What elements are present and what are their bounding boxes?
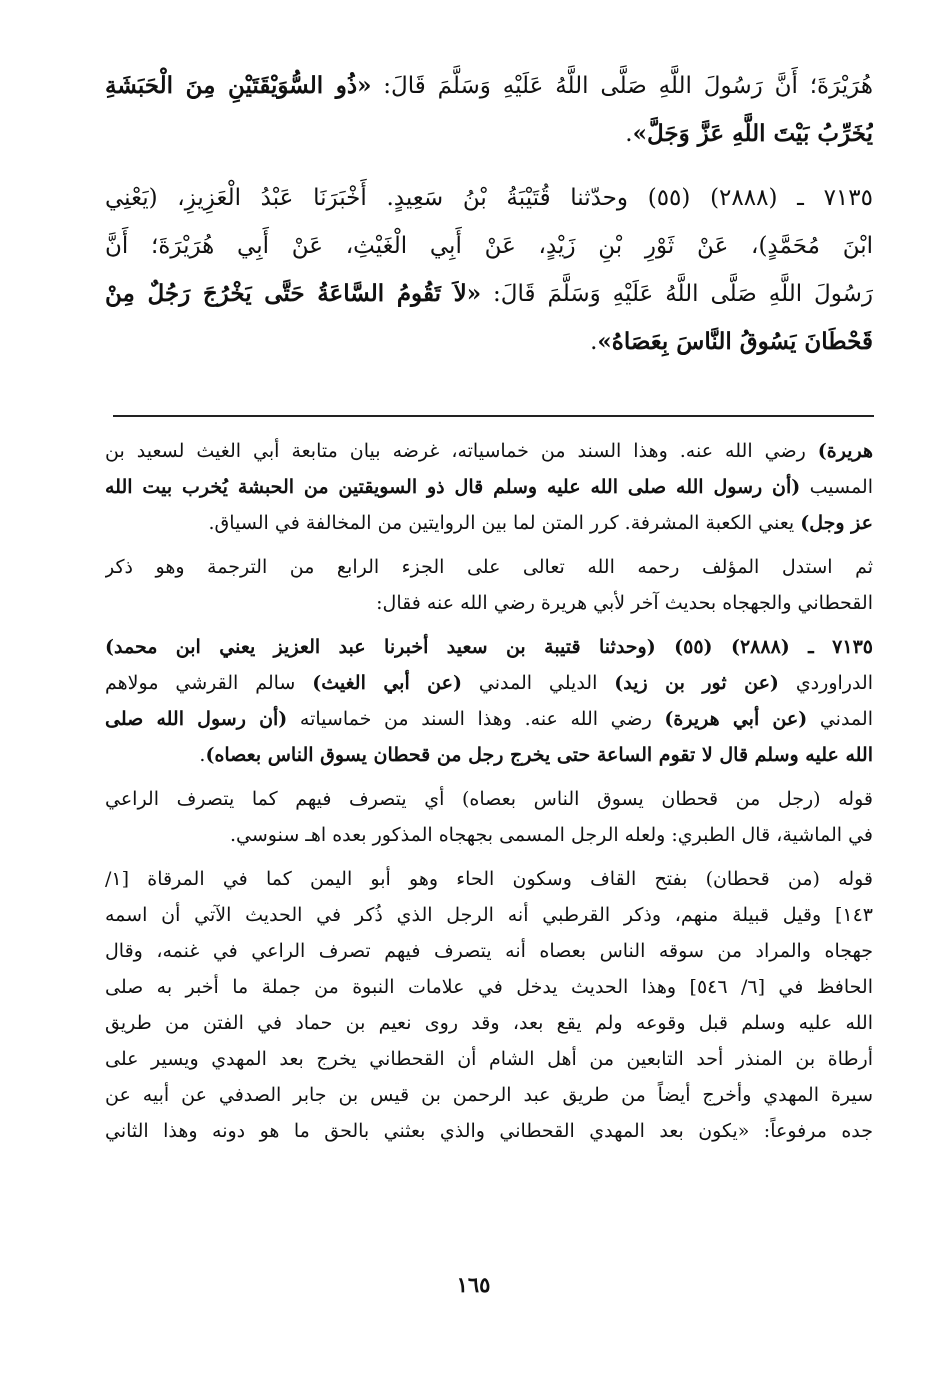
text-line: الله عليه وسلم قبل وقوعه ولم يقع بعد، وقد روى نعيم بن حماد في الفتن من طريق [105,1012,873,1034]
text-line [105,110,873,158]
prophetic-saying: «ذُو السُّوَيْقَتَيْنِ مِنَ الْحَبَشَةِ [105,72,372,99]
commentary-paragraph [105,549,873,621]
quoted-text: الله عليه وسلم قال لا تقوم الساعة حتى يخرج رجل من قحطان يسوق الناس بعصاه) [205,744,873,766]
text-line: القحطاني والجهجاه بحديث آخر لأبي هريرة رضي الله عنه فقال: [376,592,873,614]
explanation-text: سالم القرشي مولاهم [105,672,313,694]
quoted-text: (أن رسول الله صلى [105,708,288,730]
prophetic-saying: يُخَرِّبُ بَيْتَ اللَّهِ عَزَّ وَجَلَّ» [632,120,873,147]
hadith-paragraph [105,174,873,366]
narration-text: رَسُولَ اللَّهِ صَلَّى اللَّهُ عَلَيْهِ وَسَلَّمَ قَالَ: [481,281,873,307]
explanation-text: الديلي المدني [461,672,615,694]
text-line [105,665,873,701]
explanation-text: المسيب [800,476,873,498]
punctuation: . [625,121,633,147]
text-line: ١٤٣] وقيل قبيلة منهم، وذكر القرطبي أنه الرجل الذي ذُكر في الحديث الآتي أن اسمه [105,904,873,926]
quoted-text: (عن أبي الغيث) [312,672,462,694]
quoted-text: (عن أبي هريرة) [664,708,808,730]
text-line [105,737,873,773]
quoted-text: (وحدثنا قتيبة بن سعيد أخبرنا عبد العزيز يعني ابن محمد) [105,636,656,658]
text-line: ثم استدل المؤلف رحمه الله تعالى على الجزء الرابع من الترجمة وهو ذكر [105,556,873,578]
text-line: في الماشية، قال الطبري: ولعله الرجل المسمى بجهجاه المذكور بعده اهـ سنوسي. [230,824,873,846]
explanation-text: رضي الله عنه. وهذا السند من خماسياته، غرضه بيان متابعة أبي الغيث لسعيد بن [105,440,818,462]
text-line [105,505,873,541]
text-line: قوله (من قحطان) بفتح القاف وسكون الحاء وهو أبو اليمن كما في المرقاة [١/ [105,868,873,890]
punctuation: . [199,744,206,766]
explanation-text: الدراوردي [778,672,873,694]
text-line [105,629,873,665]
text-line: أرطاة بن المنذر أحد التابعين من أهل الشام أن القحطاني يخرج بعد المهدي ويسير على [105,1048,873,1070]
hadith-text [105,62,873,366]
text-line: الحافظ في [٦/ ٥٤٦] وهذا الحديث يدخل في علامات النبوة من جملة ما أخبر به صلى [105,976,873,998]
text-line [105,701,873,737]
punctuation: . [590,329,598,355]
commentary-text [105,433,873,1149]
hadith-number: ٧١٣٥ ـ (٢٨٨٨) (٥٥) [655,636,873,658]
hadith-paragraph [105,62,873,158]
text-line [105,270,873,318]
footnote-separator [113,415,874,417]
text-line: جهجاه والمراد من سوقه الناس بعصاه أنه يتصرف فيهم تصرف الراعي في غنمه، وقال [105,940,873,962]
text-line [105,469,873,505]
text-line [105,62,873,110]
quoted-text: هريرة) [817,440,873,462]
text-line [105,433,873,469]
commentary-paragraph [105,629,873,773]
text-line: ابْنَ مُحَمَّدٍ)، عَنْ ثَوْرِ بْنِ زَيْدٍ، عَنْ أَبِي الْغَيْثِ، عَنْ أَبِي هُرَيْرَةَ؛ أَنَّ [105,233,873,259]
commentary-paragraph [105,781,873,853]
text-line: سيرة المهدي وأخرج أيضاً من طريق عبد الرحمن بن قيس بن جابر الصدفي عن أبيه عن [105,1084,873,1106]
commentary-paragraph [105,433,873,541]
quoted-text: (أن رسول الله صلى الله عليه وسلم قال ذو السويقتين من الحبشة يُخرب بيت الله [105,476,801,498]
prophetic-saying: «لاَ تَقُومُ السَّاعَةُ حَتَّى يَخْرُجَ رَجُلٌ مِنْ [105,280,482,307]
narration-text: هُرَيْرَةَ؛ أَنَّ رَسُولَ اللَّهِ صَلَّى اللَّهُ عَلَيْهِ وَسَلَّمَ قَالَ: [371,73,873,99]
explanation-text: رضي الله عنه. وهذا السند من خماسياته [287,708,665,730]
page-number: ١٦٥ [456,1272,491,1297]
explanation-text: يعني الكعبة المشرفة. كرر المتن لما بين الروايتين من المخالفة في السياق. [208,512,801,534]
quoted-text: (عن ثور بن زيد) [614,672,779,694]
text-line: قوله (رجل من قحطان يسوق الناس بعصاه) أي يتصرف فيهم كما يتصرف الراعي [105,788,873,810]
text-line: ٧١٣٥ ـ (٢٨٨٨) (٥٥) وحدّثنا قُتَيْبَةُ بْنُ سَعِيدٍ. أَخْبَرَنَا عَبْدُ الْعَزِيزِ، (يَعْنِي [105,185,873,211]
quoted-text: عز وجل) [800,512,873,534]
text-line: جده مرفوعاً: «يكون بعد المهدي القحطاني والذي بعثني بالحق ما هو دونه وهذا الثاني [105,1120,873,1142]
commentary-paragraph [105,861,873,1149]
text-line [105,318,873,366]
prophetic-saying: قَحْطَانَ يَسُوقُ النَّاسَ بِعَصَاهُ» [597,328,873,355]
explanation-text: المدني [807,708,873,730]
